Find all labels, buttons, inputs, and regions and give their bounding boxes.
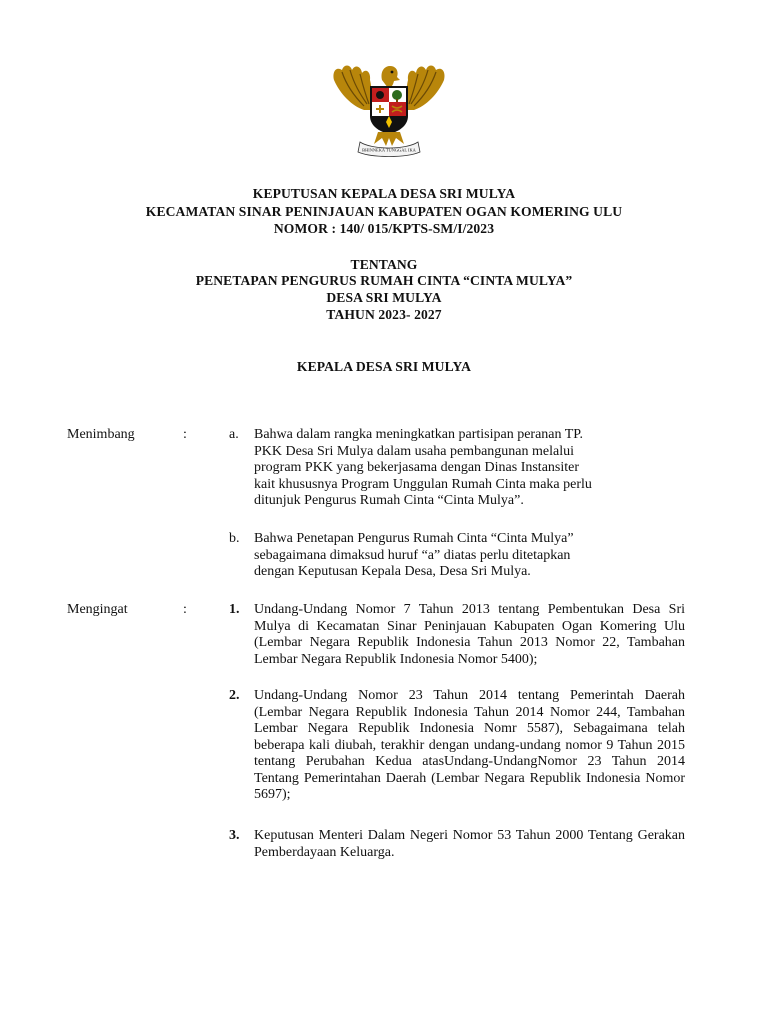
menimbang-b-line: dengan Keputusan Kepala Desa, Desa Sri Mulya.: [254, 564, 531, 579]
menimbang-item-a: [254, 427, 685, 510]
menimbang-marker-a: a.: [229, 427, 239, 442]
issuer-heading: KEPALA DESA SRI MULYA: [296, 359, 472, 374]
tentang-heading: TENTANG: [350, 257, 418, 272]
mengingat-item-1: Undang-Undang Nomor 7 Tahun 2013 tentang Pembentukan Desa Sri Mulya di Kecamatan Sinar Peninjauan Kabupaten Ogan Komering Ulu (Lembar Negara Republik Indonesia Tahun 2013 Nomor 22, Tambahan Lembar Negara Republik Indonesia Nomor 5400);: [254, 602, 685, 667]
menimbang-a-line: Bahwa dalam rangka meningkatkan partisipan peranan TP.: [254, 427, 584, 442]
menimbang-item-b: [254, 531, 685, 581]
mengingat-item-2: Undang-Undang Nomor 23 Tahun 2014 tentang Pemerintah Daerah (Lembar Negara Republik Indonesia Tahun 2014 Nomor 244, Tambahan Lembar Negara Republik Indonesia Nomr 5587), Sebagaimana telah beberapa kali diubah, terakhir dengan undang-undang nomor 9 Tahun 2015 tentang Perubahan Kedua atasUndang-UndangNomor 23 Tahun 2014 Tentang Pemerintahan Daerah (Lembar Negara Republik Indonesia Nomor 5697);: [254, 688, 685, 802]
mengingat-item-3: Keputusan Menteri Dalam Negeri Nomor 53 Tahun 2000 Tentang Gerakan Pemberdayaan Keluarga.: [254, 828, 685, 860]
menimbang-a-line: kait khususnya Program Unggulan Rumah Cinta maka perlu: [254, 476, 592, 492]
title-line-1: KEPUTUSAN KEPALA DESA SRI MULYA: [252, 186, 516, 201]
mengingat-marker-3: 3.: [229, 828, 240, 843]
mengingat-marker-1: 1.: [229, 602, 240, 617]
document-number: NOMOR : 140/ 015/KPTS-SM/I/2023: [273, 221, 495, 236]
subject-line-3: TAHUN 2023- 2027: [326, 307, 442, 322]
menimbang-marker-b: b.: [229, 531, 240, 546]
menimbang-a-line: program PKK yang bekerjasama dengan Dinas Instansiter: [254, 460, 580, 475]
menimbang-label: Menimbang: [67, 427, 135, 442]
mengingat-label: Mengingat: [67, 602, 128, 617]
subject-line-2: DESA SRI MULYA: [326, 290, 442, 305]
subject-line-1: PENETAPAN PENGURUS RUMAH CINTA “CINTA MULYA”: [195, 273, 573, 288]
mengingat-marker-2: 2.: [229, 688, 240, 703]
menimbang-b-line: sebagaimana dimaksud huruf “a” diatas perlu ditetapkan: [254, 547, 571, 563]
menimbang-colon: :: [183, 427, 187, 442]
garuda-emblem-icon: [322, 58, 456, 160]
menimbang-b-line: Bahwa Penetapan Pengurus Rumah Cinta “Cinta Mulya”: [254, 531, 574, 546]
emblem-motto: BHINNEKA TUNGGAL IKA: [362, 147, 416, 153]
mengingat-colon: :: [183, 602, 187, 617]
title-line-2: KECAMATAN SINAR PENINJAUAN KABUPATEN OGAN KOMERING ULU: [145, 204, 623, 219]
menimbang-a-line: PKK Desa Sri Mulya dalam usaha pembangunan melalui: [254, 443, 574, 459]
menimbang-a-line: ditunjuk Pengurus Rumah Cinta “Cinta Mulya”.: [254, 493, 524, 508]
